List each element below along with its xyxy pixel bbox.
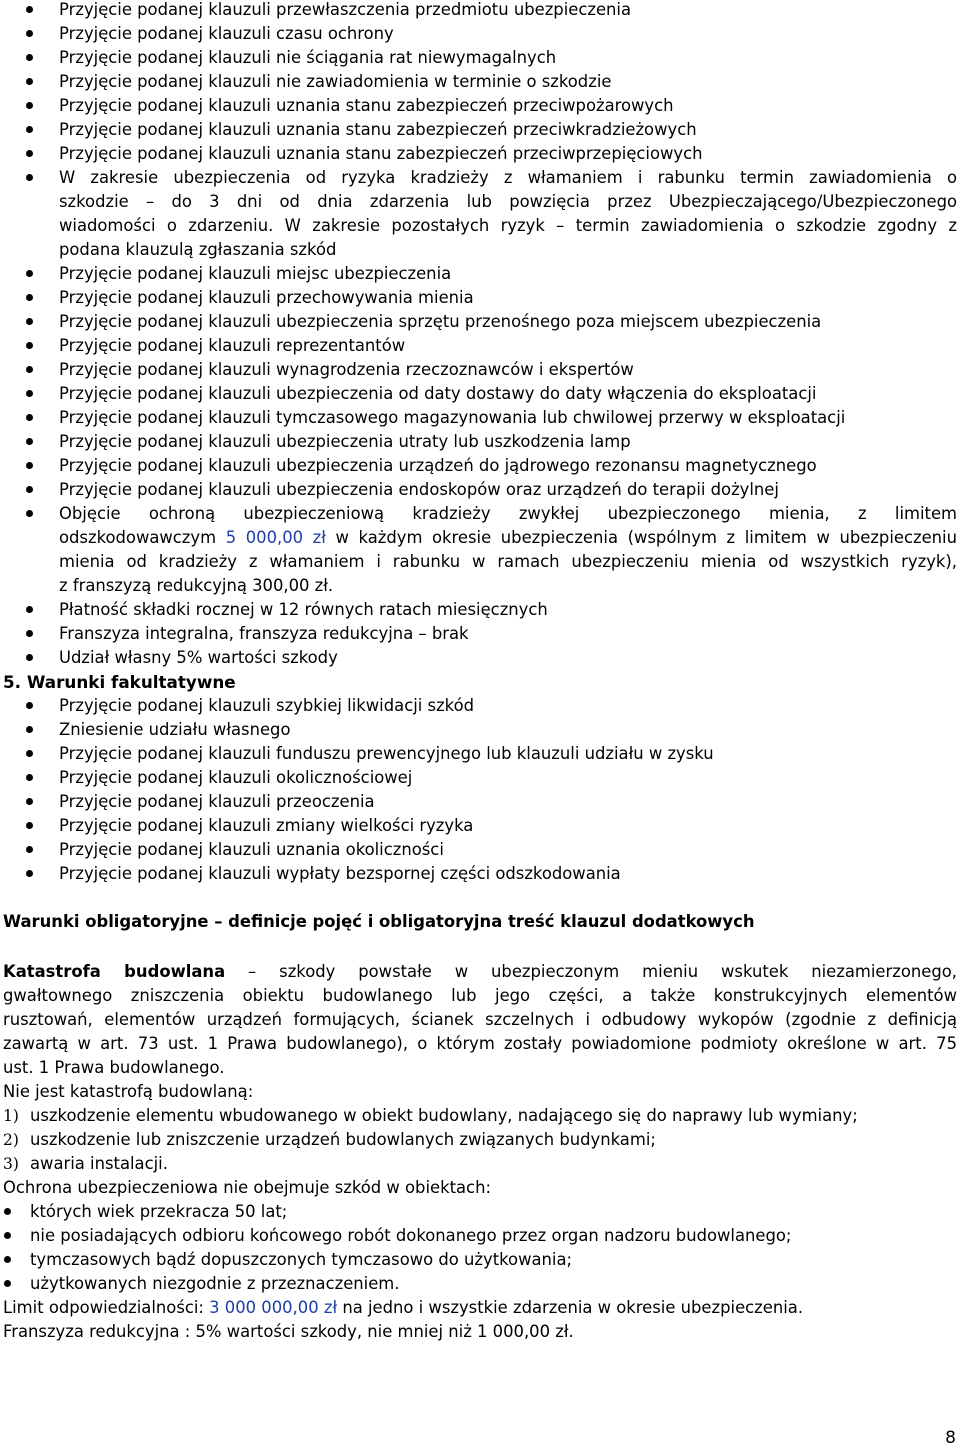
kradziez-line: wiadomości o zdarzeniu. W zakresie pozostałych ryzyk – termin zawiadomienia o szkodzie zgodny z	[59, 216, 957, 235]
list-item: Płatność składki rocznej w 12 równych ratach miesięcznych	[59, 600, 548, 619]
list-number: 1)	[3, 1107, 19, 1125]
list-item: Przyjęcie podanej klauzuli funduszu prewencyjnego lub klauzuli udziału w zysku	[59, 744, 714, 763]
bullet-icon	[26, 366, 33, 373]
bullet-icon	[26, 270, 33, 277]
list-item: Przyjęcie podanej klauzuli reprezentantów	[59, 336, 406, 355]
list-item: Przyjęcie podanej klauzuli ubezpieczenia endoskopów oraz urządzeń do terapii dożylnej	[59, 480, 779, 499]
list-item: Przyjęcie podanej klauzuli zmiany wielkości ryzyka	[59, 816, 474, 835]
kradziez-line: podana klauzulą zgłaszania szkód	[59, 240, 337, 259]
katastrofa-line: Katastrofa budowlana – szkody powstałe w ubezpieczonym mieniu wskutek niezamierzonego,	[3, 962, 958, 981]
bullet-icon	[26, 6, 33, 13]
nie-jest-heading: Nie jest katastrofą budowlaną:	[3, 1082, 254, 1101]
list-item: Przyjęcie podanej klauzuli ubezpieczenia utraty lub uszkodzenia lamp	[59, 432, 631, 451]
list-item: Przyjęcie podanej klauzuli ubezpieczenia urządzeń do jądrowego rezonansu magnetycznego	[59, 456, 817, 475]
bullet-icon	[26, 606, 33, 613]
objecie-line: Objęcie ochroną ubezpieczeniową kradzieży zwykłej ubezpieczonego mienia, z limitem	[59, 504, 957, 523]
bullet-icon	[26, 630, 33, 637]
list-item: Przyjęcie podanej klauzuli wypłaty bezspornej części odszkodowania	[59, 864, 621, 883]
list-item: których wiek przekracza 50 lat;	[30, 1202, 288, 1221]
objecie-line: z franszyzą redukcyjną 300,00 zł.	[59, 576, 334, 595]
limit-amount: 3 000 000,00 zł	[209, 1298, 338, 1317]
bullet-icon	[26, 774, 33, 781]
bullet-icon	[26, 174, 33, 181]
list-item: Przyjęcie podanej klauzuli szybkiej likwidacji szkód	[59, 696, 474, 715]
kradziez-line: szkodzie – do 3 dni od dnia zdarzenia lub powzięcia przez Ubezpieczającego/Ubezpieczonego	[59, 192, 957, 211]
list-item: Przyjęcie podanej klauzuli ubezpieczenia sprzętu przenośnego poza miejscem ubezpieczenia	[59, 312, 822, 331]
bullet-icon	[4, 1232, 11, 1239]
list-item: Przyjęcie podanej klauzuli tymczasowego magazynowania lub chwilowej przerwy w eksploatacji	[59, 408, 846, 427]
numbered-item: uszkodzenie elementu wbudowanego w obiekt budowlany, nadającego się do naprawy lub wymiany;	[30, 1106, 858, 1125]
section-heading: 5. Warunki fakultatywne	[3, 672, 236, 692]
bullet-icon	[4, 1208, 11, 1215]
bullet-icon	[26, 318, 33, 325]
page-number: 8	[945, 1428, 956, 1448]
bullet-icon	[26, 798, 33, 805]
bullet-icon	[26, 30, 33, 37]
list-item: Franszyza integralna, franszyza redukcyjna – brak	[59, 624, 469, 643]
bullet-icon	[26, 870, 33, 877]
bullet-icon	[4, 1280, 11, 1287]
list-item: tymczasowych bądź dopuszczonych tymczasowo do użytkowania;	[30, 1250, 573, 1269]
list-item: Przyjęcie podanej klauzuli ubezpieczenia od daty dostawy do daty włączenia do eksploatacji	[59, 384, 817, 403]
list-number: 2)	[3, 1131, 19, 1149]
bullet-icon	[26, 150, 33, 157]
bullet-icon	[26, 54, 33, 61]
list-item: Przyjęcie podanej klauzuli przewłaszczenia przedmiotu ubezpieczenia	[59, 0, 632, 19]
kradziez-line: W zakresie ubezpieczenia od ryzyka kradzieży z włamaniem i rabunku termin zawiadomienia o	[59, 168, 957, 187]
bullet-icon	[26, 462, 33, 469]
bullet-icon	[26, 486, 33, 493]
limit-line: Limit odpowiedzialności: 3 000 000,00 zł na jedno i wszystkie zdarzenia w okresie ubezpieczenia.	[3, 1298, 804, 1317]
list-item: Przyjęcie podanej klauzuli przeoczenia	[59, 792, 375, 811]
bullet-icon	[26, 414, 33, 421]
bullet-icon	[26, 78, 33, 85]
katastrofa-line: gwałtownego zniszczenia obiektu budowlanego lub jego części, a także konstrukcyjnych elementów	[3, 986, 957, 1005]
bullet-icon	[26, 702, 33, 709]
franszyza-line: Franszyza redukcyjna : 5% wartości szkody, nie mniej niż 1 000,00 zł.	[3, 1322, 574, 1341]
bullet-icon	[26, 390, 33, 397]
bullet-icon	[26, 822, 33, 829]
list-item: Przyjęcie podanej klauzuli uznania okoliczności	[59, 840, 444, 859]
bullet-icon	[26, 510, 33, 517]
bullet-icon	[26, 750, 33, 757]
bullet-icon	[4, 1256, 11, 1263]
objecie-line: odszkodowawczym 5 000,00 zł w każdym okresie ubezpieczenia (wspólnym z limitem w ubezpieczeniu	[59, 528, 957, 547]
katastrofa-term: Katastrofa budowlana	[3, 962, 226, 981]
limit-amount: 5 000,00 zł	[225, 528, 326, 547]
list-item: Przyjęcie podanej klauzuli okolicznościowej	[59, 768, 413, 787]
bullet-icon	[26, 294, 33, 301]
list-item: Przyjęcie podanej klauzuli uznania stanu zabezpieczeń przeciwkradzieżowych	[59, 120, 697, 139]
list-item: Zniesienie udziału własnego	[59, 720, 291, 739]
bullet-icon	[26, 438, 33, 445]
list-item: Przyjęcie podanej klauzuli nie ściągania rat niewymagalnych	[59, 48, 557, 67]
numbered-item: uszkodzenie lub zniszczenie urządzeń budowlanych związanych budynkami;	[30, 1130, 656, 1149]
obligatory-heading: Warunki obligatoryjne – definicje pojęć i obligatoryjna treść klauzul dodatkowych	[3, 912, 755, 931]
bullet-icon	[26, 846, 33, 853]
list-item: użytkowanych niezgodnie z przeznaczeniem.	[30, 1274, 400, 1293]
list-item: Przyjęcie podanej klauzuli uznania stanu zabezpieczeń przeciwprzepięciowych	[59, 144, 703, 163]
list-item: Przyjęcie podanej klauzuli przechowywania mienia	[59, 288, 474, 307]
list-number: 3)	[3, 1155, 19, 1173]
katastrofa-line: zawartą w art. 73 ust. 1 Prawa budowlanego), o którym zostały powiadomione podmioty określone w art. 75	[3, 1034, 957, 1053]
bullet-icon	[26, 342, 33, 349]
bullet-icon	[26, 654, 33, 661]
bullet-icon	[26, 126, 33, 133]
list-item: Przyjęcie podanej klauzuli uznania stanu zabezpieczeń przeciwpożarowych	[59, 96, 674, 115]
ochrona-heading: Ochrona ubezpieczeniowa nie obejmuje szkód w obiektach:	[3, 1178, 491, 1197]
katastrofa-line: rusztowań, elementów urządzeń formujących, ścianek szczelnych i odbudowy wykopów (zgodnie z definicją	[3, 1010, 957, 1029]
numbered-item: awaria instalacji.	[30, 1154, 168, 1173]
list-item: Przyjęcie podanej klauzuli wynagrodzenia rzeczoznawców i ekspertów	[59, 360, 634, 379]
list-item: Udział własny 5% wartości szkody	[59, 648, 338, 667]
list-item: Przyjęcie podanej klauzuli czasu ochrony	[59, 24, 394, 43]
list-item: Przyjęcie podanej klauzuli miejsc ubezpieczenia	[59, 264, 452, 283]
list-item: Przyjęcie podanej klauzuli nie zawiadomienia w terminie o szkodzie	[59, 72, 612, 91]
bullet-icon	[26, 102, 33, 109]
katastrofa-line: ust. 1 Prawa budowlanego.	[3, 1058, 225, 1077]
list-item: nie posiadających odbioru końcowego robót dokonanego przez organ nadzoru budowlanego;	[30, 1226, 792, 1245]
objecie-line: mienia od kradzieży z włamaniem i rabunku w ramach ubezpieczeniu mienia od wszystkich ryzyk),	[59, 552, 957, 571]
bullet-icon	[26, 726, 33, 733]
